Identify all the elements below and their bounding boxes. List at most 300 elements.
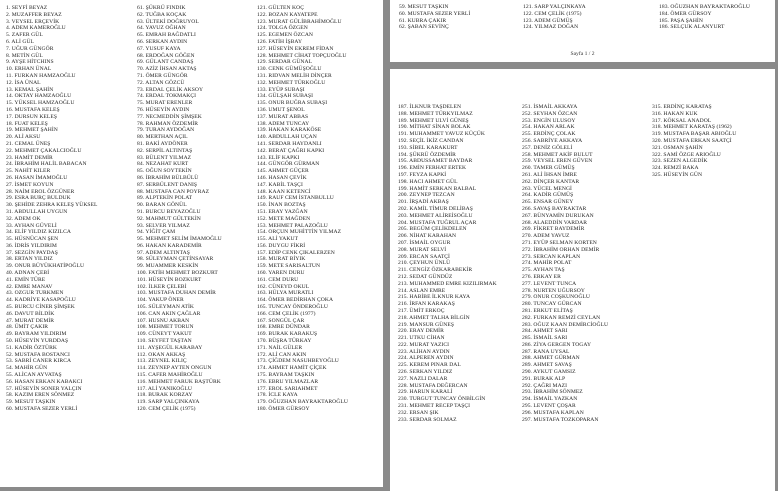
list-item: 83. BÜLENT YILMAZ xyxy=(137,154,192,161)
list-item: 285. İSMAİL SARI xyxy=(522,335,568,342)
list-item: 259. VEYSEL EREN GÜVEN xyxy=(522,158,593,165)
list-item: 220. ERAY DEMİR xyxy=(398,328,444,335)
list-item: 86. İBRAHİM BÜLBÜLÜ xyxy=(137,174,199,181)
list-item: 82. SERPİL ALTINTAŞ xyxy=(137,147,193,154)
list-item: 77. NECMEDDİN ŞİMŞEK xyxy=(137,113,202,120)
list-item: 45. BURCU CİNER ŞİMŞEK xyxy=(6,304,75,311)
list-item: 218. AHMET TALHA BİLGİN xyxy=(398,314,470,321)
list-item: 211. CENGİZ ÖZKARABEKİR xyxy=(398,267,473,274)
list-item: 28. NAİM EROL ÖZGÜNER xyxy=(6,188,75,195)
list-item: 137. MURAT ABBAS xyxy=(257,113,309,120)
list-item: 265. ENSAR GÜNEY xyxy=(522,199,574,206)
list-item: 6. ALİ GÜL xyxy=(6,38,34,45)
list-item: 185. PAŞA ŞAHİN xyxy=(659,17,703,24)
list-item: 194. ŞÜKRÜ ÖZDEMİR xyxy=(398,151,456,158)
list-item: 231. MEHMET RECEP TAŞÇI xyxy=(398,403,471,410)
list-item: 70. AZİZ İHSAN AKTAŞ xyxy=(137,66,197,73)
list-item: 100. FATİH MEHMET BOZKURT xyxy=(137,270,218,277)
list-item: 280. TUNCAY GÜRCAN xyxy=(522,301,582,308)
list-item: 166. CEM ÇELİK (1977) xyxy=(257,310,316,317)
list-item: 232. ERSAN ŞIK xyxy=(398,409,439,416)
list-item: 57. HÜSEYİN SONER YALÇIN xyxy=(6,385,82,392)
name-list-column-1 xyxy=(398,104,497,423)
list-item: 121. SARP YALÇINKAYA xyxy=(523,4,586,10)
list-item: 293. İBRAHİM SÖNMEZ xyxy=(522,389,583,396)
list-item: 155. ALİ YAKUT xyxy=(257,236,299,243)
list-item: 230. TURGUT TUNCAY ÖNBİLGİN xyxy=(398,396,486,403)
list-item: 29. ESRA BURÇ BULDUK xyxy=(6,195,71,202)
list-item: 177. EROL SARIAHMET xyxy=(257,385,318,392)
list-item: 62. ŞABAN SEVİNÇ xyxy=(399,24,449,31)
list-item: 264. KADİR GÜMÜŞ xyxy=(522,192,574,199)
name-list-column-1 xyxy=(399,4,470,31)
list-item: 215. HABİBE İLKNUR KAYA xyxy=(398,294,471,301)
list-item: 141. SERDAR HAYDANLI xyxy=(257,140,322,147)
list-item: 134. GÜLŞAH SUBAŞI xyxy=(257,93,314,100)
list-item: 224. ALPEREN AYDIN xyxy=(398,355,454,362)
list-item: 63. ÜLTEKİ DOĞRUYOL xyxy=(137,18,199,25)
list-item: 212. SEDAT GÜNDÜZ xyxy=(398,273,453,280)
list-item: 25. NAHİT KILER xyxy=(6,168,51,175)
list-item: 173. ÇİĞDEM NASUHBEYOĞLU xyxy=(257,358,339,365)
list-item: 206. NİHAT KARAHAN xyxy=(398,233,457,240)
list-item: 94. YİĞİT ÇAM xyxy=(137,229,176,236)
list-item: 84. NEZAHAT KURT xyxy=(137,161,189,168)
list-item: 261. ALİ İHSAN İMRE xyxy=(522,171,578,178)
list-item: 143. ELİF KAPKI xyxy=(257,154,300,161)
list-item: 154. ORÇUN MUHİTTİN YILMAZ xyxy=(257,229,342,236)
list-item: 189. MEHMET ULVİ GÜNEŞ xyxy=(398,117,469,124)
name-list-column-2 xyxy=(523,4,586,31)
list-item: 18. FUAT KELEŞ xyxy=(6,120,48,127)
list-item: 49. BAYRAM YILDIRIM xyxy=(6,331,67,338)
list-item: 103. MUSTAFA DUHAN DEMİR xyxy=(137,290,216,297)
list-item: 323. SEZEN ALGEDİK xyxy=(652,158,708,165)
list-item: 97. ADEM ALTINTAŞ xyxy=(137,249,190,256)
list-item: 233. SERDAR SOLMAZ xyxy=(398,416,457,423)
list-item: 315. ERDİNÇ KARATAŞ xyxy=(652,104,712,110)
list-item: 56. HASAN ERKAN KABAKCI xyxy=(6,378,83,385)
document-page-right xyxy=(390,69,775,491)
list-item: 184. ÖMER GÜRSOY xyxy=(659,10,712,17)
list-item: 179. OĞUZHAN BAYRAKTAROĞLU xyxy=(257,399,348,406)
list-item: 287. RANA UYSAL xyxy=(522,348,570,355)
list-item: 295. LEVENT ÇOŞAR xyxy=(522,403,576,410)
list-item: 169. BURAK KARAKUŞ xyxy=(257,331,318,338)
list-item: 205. BEGÜM ÇELİKDELEN xyxy=(398,226,467,233)
list-item: 271. EYÜP SELMAN KORTEN xyxy=(522,239,597,246)
list-item: 108. MEHMET TORUN xyxy=(137,324,194,331)
list-item: 202. KAMİL TİMUR DELİBAŞ xyxy=(398,205,473,212)
list-item: 76. HÜSEYİN AYDIN xyxy=(137,106,190,113)
list-item: 31. ABDULLAH UYGUN xyxy=(6,208,68,215)
list-item: 140. ABDULLAH UÇAN xyxy=(257,134,317,141)
list-item: 272. İBRAHİM ORHAN DEMİR xyxy=(522,246,600,253)
list-item: 187. İLKNUR TAŞDELEN xyxy=(398,104,462,110)
list-item: 290. AYKUT GAMSIZ xyxy=(522,369,576,376)
list-item: 158. MURAT BİYIK xyxy=(257,256,306,263)
list-item: 12. İSA ÜNAL xyxy=(6,79,41,86)
list-item: 69. GÜLANT CANDAŞ xyxy=(137,59,194,66)
list-item: 183. OĞUZHAN BAYRAKTAROĞLU xyxy=(659,4,750,10)
list-item: 107. HUSNU AKBAN xyxy=(137,317,190,324)
list-item: 277. LEVENT TUNCA xyxy=(522,280,577,287)
list-item: 144. GÜNGÖR GÜRMAN xyxy=(257,161,320,168)
list-item: 27. İSMET KOYUN xyxy=(6,181,54,188)
list-item: 91. BURCU BEYAZOĞLU xyxy=(137,208,201,215)
list-item: 87. SERBÜLENT DANIŞ xyxy=(137,181,198,188)
list-item: 217. ÜMİT ERKOÇ xyxy=(398,307,445,314)
list-item: 112. OKAN AKKAŞ xyxy=(137,351,186,358)
name-list-column-3 xyxy=(652,104,736,179)
list-item: 254. HAKAN ARLAK xyxy=(522,124,575,131)
list-item: 201. İRŞADİ AKBAŞ xyxy=(398,199,449,206)
list-item: 98. SÜLEYMAN ÇETİNSAYAR xyxy=(137,256,214,263)
list-item: 222. MURAT YAZICI xyxy=(398,341,450,348)
list-item: 176. EBRU YILMAZLAR xyxy=(257,378,319,385)
list-item: 197. FEYZA KAPKİ xyxy=(398,171,447,178)
list-item: 318. MEHMET KARATAŞ (1962) xyxy=(652,124,732,131)
list-item: 122. CEM ÇELİK (1975) xyxy=(523,10,582,17)
list-item: 4. ADEM KAMEROĞLU xyxy=(6,25,66,32)
list-item: 284. AHMET SARI xyxy=(522,328,568,335)
list-item: 1. SEYFİ BEYAZ xyxy=(6,5,48,11)
list-item: 126. FATİH İŞBAY xyxy=(257,38,303,45)
list-item: 33. AYHAN GÜVELİ xyxy=(6,222,57,229)
list-item: 132. MEHMET TÜRKOĞLU xyxy=(257,79,326,86)
list-item: 325. HÜSEYİN GÜN xyxy=(652,171,703,178)
list-item: 163. HÜLYA MURATLI xyxy=(257,290,314,297)
list-item: 52. MUSTAFA BOSTANCI xyxy=(6,351,70,358)
list-item: 54. MAHİR GÜN xyxy=(6,365,48,372)
list-item: 60. MUSTAFA SEZER YERLİ xyxy=(399,10,471,17)
list-item: 123. MURAT GÜLİBRAHİMOĞLU xyxy=(257,18,342,25)
list-item: 164. ÖMER BEDİRHAN ÇOKA xyxy=(257,297,334,304)
list-item: 124. YILMAZ DOĞAN xyxy=(523,24,579,31)
list-item: 35. HÜSNÜCAN ŞEN xyxy=(6,236,59,243)
list-item: 255. ERDİNÇ ÇOLAK xyxy=(522,131,576,138)
list-item: 253. ENGİN ULUSOY xyxy=(522,117,576,124)
list-item: 150. İNAN BOZTAŞ xyxy=(257,202,306,209)
list-item: 73. ERDAL ÇELİK AKSOY xyxy=(137,86,204,93)
name-list-column-2 xyxy=(137,5,222,413)
list-item: 151. ERAY YAZĞAN xyxy=(257,208,308,215)
list-item: 51. KADİR ÖZTÜRK xyxy=(6,344,57,351)
list-item: 39. ONUR BÜYÜKHATİPOĞLU xyxy=(6,263,85,270)
list-item: 106. CAN AKIN ÇAĞLAR xyxy=(137,310,201,317)
list-item: 68. ERDOĞAN GÖĞEN xyxy=(137,52,195,59)
list-item: 207. İSMAİL OYGUR xyxy=(398,239,451,246)
list-item: 102. İLKER ÇELEBİ xyxy=(137,283,187,290)
list-item: 288. AHMET GÜRMAN xyxy=(522,355,580,362)
list-item: 34. ELİF YILDIZ KIZILCA xyxy=(6,229,71,236)
list-item: 191. MUHAMMET YAVUZ KÜÇÜK xyxy=(398,131,485,138)
list-item: 21. CEMAL ÜNEŞ xyxy=(6,140,51,147)
list-item: 59. MESUT TAŞKIN xyxy=(6,399,56,406)
list-item: 210. ÇEYHUN ÜNLÜ xyxy=(398,260,451,267)
list-item: 113. ZEYNEL KILIÇ xyxy=(137,358,187,365)
list-item: 125. EGEMEN ÖZCAN xyxy=(257,32,314,39)
name-list-column-1 xyxy=(6,5,98,413)
list-item: 156. DUYGU FİKRİ xyxy=(257,242,306,249)
list-item: 23. HAMİT DEMİR xyxy=(6,154,53,161)
list-item: 30. ŞEHİDE ZEHRA KELEŞ YÜKSEL xyxy=(6,202,98,209)
list-item: 192. SEÇİL İKİZ CANDAN xyxy=(398,137,464,144)
list-item: 79. TURAN AYDOĞAN xyxy=(137,127,195,134)
list-item: 118. BURAK KORZAY xyxy=(137,392,193,399)
list-item: 61. ŞÜKRÜ FINDIK xyxy=(137,5,186,11)
list-item: 167. SONGÜL ÇAR xyxy=(257,317,305,324)
list-item: 175. BAYRAM TAŞKIN xyxy=(257,372,315,379)
list-item: 89. ALPTEKİN POLAT xyxy=(137,195,193,202)
list-item: 178. İCLE KAYA xyxy=(257,392,298,399)
list-item: 96. HAKAN KARADEMİR xyxy=(137,242,202,249)
list-item: 221. UTKU CİHAN xyxy=(398,335,445,342)
list-item: 50. HÜSEYİN YURDDAŞ xyxy=(6,338,69,345)
list-item: 294. İSMAİL YAZKAN xyxy=(522,396,578,403)
list-item: 13. KEMAL ŞAHİN xyxy=(6,86,54,93)
list-item: 80. MERTHAN AÇIL xyxy=(137,134,188,141)
list-item: 193. SİBEL KARAKURT xyxy=(398,144,458,151)
list-item: 209. ERCAN SAATÇİ xyxy=(398,253,450,260)
list-item: 223. ALİHAN AYDIN xyxy=(398,348,450,355)
list-item: 279. ONUR COŞKUNOĞLU xyxy=(522,294,590,301)
list-item: 153. MEHMET PALAZOĞLU xyxy=(257,222,328,229)
list-item: 252. SEYHAN ÖZCAN xyxy=(522,110,578,117)
list-item: 226. SERKAN YILDIZ xyxy=(398,369,453,376)
list-item: 15. YÜKSEL HAMZAOĞLU xyxy=(6,100,75,107)
list-item: 324. REMZİ BAKA xyxy=(652,165,699,172)
list-item: 320. MUSTAFA ERKAN SAATÇİ xyxy=(652,137,732,144)
list-item: 81. BAKİ AYDÖNER xyxy=(137,140,188,147)
list-item: 198. HACI AHMET GÜL xyxy=(398,178,458,185)
list-item: 22. MEHMET ÇAKALCIOĞLU xyxy=(6,147,82,154)
list-item: 216. İRFAN KARAKAŞ xyxy=(398,301,455,308)
list-item: 157. EDİP CENK ÇIKALERZEN xyxy=(257,249,335,256)
list-item: 78. RAHMAN ÖZDEMİR xyxy=(137,120,199,127)
list-item: 92. MAHMUT GÜLTEKİN xyxy=(137,215,201,222)
list-item: 53. SABRİ CANER KIRCA xyxy=(6,358,72,365)
list-item: 123. ADEM GÜMÜŞ xyxy=(523,17,573,24)
list-item: 24. İBRAHİM HALİL BABACAN xyxy=(6,161,87,168)
list-item: 90. BARAN GÖNÜL xyxy=(137,202,187,209)
list-item: 289. AHMET SAVAŞ xyxy=(522,362,572,369)
list-item: 95. MEHMET SELİM İMAMOĞLU xyxy=(137,236,222,243)
list-item: 8. METİN GÜL xyxy=(6,52,43,59)
list-item: 139. HAKAN KARAKÖSE xyxy=(257,127,322,134)
list-item: 44. KADRİYE KASAPOĞLU xyxy=(6,297,76,304)
list-item: 257. DENİZ GÖLELİ xyxy=(522,144,573,151)
list-item: 62. TUĞBA KOÇAK xyxy=(137,11,187,18)
name-list-column-2 xyxy=(522,104,608,423)
list-item: 269. FİKRET BAYDEMİR xyxy=(522,226,585,233)
list-item: 200. ZEYNEP TEZCAN xyxy=(398,192,455,199)
list-item: 174. AHMET HAMİT ÇİÇEK xyxy=(257,365,327,372)
list-item: 61. KUBRA ÇAKIR xyxy=(399,17,447,24)
list-item: 19. MEHMET ŞAHİN xyxy=(6,127,58,134)
list-item: 146. HASAN ÇEVİK xyxy=(257,174,307,181)
list-item: 129. SERDAR GÜNAL xyxy=(257,59,313,66)
list-item: 165. TUNCAY ÖNDEROĞLU xyxy=(257,304,328,311)
list-item: 273. SERCAN KAPLAN xyxy=(522,253,581,260)
list-item: 186. SELÇUK ALANYURT xyxy=(659,24,725,31)
list-item: 270. ADEM YAVUZ xyxy=(522,233,570,240)
list-item: 136. UMUT ŞENOL xyxy=(257,106,305,113)
list-item: 42. EMRE MANAV xyxy=(6,283,53,290)
list-item: 48. ÜMİT ÇAKIR xyxy=(6,324,49,331)
list-item: 74. ERDAL TOKMAKÇI xyxy=(137,93,197,100)
list-item: 67. YUSUF KAYA xyxy=(137,45,181,52)
list-item: 43. OZGUR TURKMEN xyxy=(6,290,64,297)
list-item: 278. NURTEN UĞURSOY xyxy=(522,287,585,294)
list-item: 190. MİTHAT SİNAN BOLAK xyxy=(398,124,471,131)
list-item: 46. DAVUT BİLDİK xyxy=(6,310,55,317)
list-item: 11. FURKAN HAMZAOĞLU xyxy=(6,72,76,79)
list-item: 214. ASLAN EMRE xyxy=(398,287,446,294)
list-item: 142. BERAT ÇAĞRI KAPKI xyxy=(257,147,325,154)
document-page-right-top xyxy=(390,0,775,62)
list-item: 72. ALTAN GÖZCÜ xyxy=(137,79,185,86)
list-item: 283. OĞUZ KAAN DEMİRCİOĞLU xyxy=(522,321,609,328)
list-item: 196. EMİN FERHAT ERTEK xyxy=(398,165,467,172)
list-item: 17. DURSUN KELEŞ xyxy=(6,113,57,120)
list-item: 101. HÜSEYİN BOZKURT xyxy=(137,276,202,283)
list-item: 110. SEYFET TAŞTAN xyxy=(137,338,192,345)
list-item: 138. ADEM TUNCAY xyxy=(257,120,310,127)
list-item: 16. MUSTAFA KELEŞ xyxy=(6,106,60,113)
list-item: 41. EMİN TÜRE xyxy=(6,276,46,283)
list-item: 40. ADNAN ÇEBİ xyxy=(6,270,50,277)
list-item: 281. ERKUT ELİTAŞ xyxy=(522,307,573,314)
list-item: 316. HAKAN KUK xyxy=(652,110,698,117)
list-item: 59. MESUT TAŞKIN xyxy=(399,4,449,10)
list-item: 64. YAVUZ OĞHAN xyxy=(137,25,186,32)
list-item: 260. TAMER GÜMÜŞ xyxy=(522,165,575,172)
list-item: 148. KAAN KETENCİ xyxy=(257,188,311,195)
list-item: 7. UĞUR GÜNGÖR xyxy=(6,45,54,52)
list-item: 282. FURKAN REMZİ CEYLAN xyxy=(522,314,601,321)
list-item: 286. ZİYA GERGEN TOGAY xyxy=(522,341,592,348)
list-item: 147. KABİL TAŞÇI xyxy=(257,181,303,188)
list-item: 276. ERKAY ER xyxy=(522,273,561,280)
list-item: 262. DİNÇER KANTAR xyxy=(522,178,580,185)
list-item: 251. İSMAİL AKKAYA xyxy=(522,104,578,110)
list-item: 267. BÜNYAMİN DURUKAN xyxy=(522,212,594,219)
list-item: 66. SERKAN AYDIN xyxy=(137,38,188,45)
list-item: 213. MUHAMMED EMRE KIZILIRMAK xyxy=(398,280,497,287)
list-item: 225. KEREM PINAR DAL xyxy=(398,362,461,369)
list-item: 256. SABRİYE AKKAYA xyxy=(522,137,583,144)
list-item: 36. İDRİS YILDIRIM xyxy=(6,242,57,249)
list-item: 88. MUSTAFA CAN POYRAZ xyxy=(137,188,210,195)
list-item: 121. GÜLTEN KOÇ xyxy=(257,5,305,11)
list-item: 219. MANSUR GÜNEŞ xyxy=(398,321,455,328)
list-item: 71. ÖMER GÜNGÖR xyxy=(137,72,188,79)
list-item: 93. SELVER YILMAZ xyxy=(137,222,190,229)
list-item: 114. ZEYNEP AYTEN ONGUN xyxy=(137,365,212,372)
list-item: 111. AYŞEGÜL KARABAY xyxy=(137,344,203,351)
list-item: 47. MURAT DEMİR xyxy=(6,317,55,324)
list-item: 37. SEZGİN PAYDAŞ xyxy=(6,249,58,256)
list-item: 199. HAMİT SERKAN BALBAL xyxy=(398,185,477,192)
page-number: Sayfa 1 / 2 xyxy=(570,51,595,57)
list-item: 180. ÖMER GÜRSOY xyxy=(257,406,310,413)
list-item: 319. MUSTAFA BAŞAR ABIOĞLU xyxy=(652,131,737,138)
list-item: 322. SAMİ ÖZGE ARIOĞLU xyxy=(652,151,721,158)
list-item: 229. HARUN KARALİ xyxy=(398,389,453,396)
list-item: 10. ERHAN ÜNAL xyxy=(6,66,52,73)
list-item: 60. MUSTAFA SEZER YERLİ xyxy=(6,406,78,413)
list-item: 14. OKTAY HAMZAOĞLU xyxy=(6,93,72,100)
list-item: 162. CÜNEYD OKUL xyxy=(257,283,310,290)
list-item: 168. EMRE DÜNDAR xyxy=(257,324,310,331)
list-item: 188. MEHMET TÜRKYILMAZ xyxy=(398,110,473,117)
list-item: 120. CEM ÇELİK (1975) xyxy=(137,406,196,413)
list-item: 208. MURAT SELVİ xyxy=(398,246,447,253)
list-item: 38. ERTAN YILDIZ xyxy=(6,256,53,263)
list-item: 296. MUSTAFA KAPLAN xyxy=(522,409,584,416)
list-item: 203. MEHMET ALİREİSOĞLU xyxy=(398,212,473,219)
list-item: 149. RAUF CEM İSTANBULLU xyxy=(257,195,334,202)
name-list-column-3 xyxy=(257,5,348,413)
list-item: 26. HASAN İMAMOĞLU xyxy=(6,174,68,181)
list-item: 5. ZAFER GÜL xyxy=(6,32,43,39)
list-item: 145. AHMET GÜÇER xyxy=(257,168,309,175)
list-item: 20. ALİ AKSU xyxy=(6,134,41,141)
list-item: 321. OSMAN ŞAHİN xyxy=(652,144,703,151)
list-item: 170. BÜŞRA TÜRKAY xyxy=(257,338,312,345)
list-item: 117. ALİ YANIKOĞLU xyxy=(137,385,193,392)
list-item: 152. METE MAĞDEN xyxy=(257,215,311,222)
list-item: 2. MUZAFFER BEYAZ xyxy=(6,11,62,18)
list-item: 119. SARP YALÇINKAYA xyxy=(137,399,200,406)
list-item: 171. NAİL GÜLER xyxy=(257,344,303,351)
list-item: 258. MEHMET AKİF BULUT xyxy=(522,151,593,158)
list-item: 227. NAZLI DALAR xyxy=(398,375,448,382)
list-item: 104. YAKUP ÖNER xyxy=(137,297,184,304)
list-item: 292. ÇAĞRI MAZI xyxy=(522,382,568,389)
list-item: 127. HÜSEYİN EKREM FİDAN xyxy=(257,45,334,52)
list-item: 172. ALİ CAN AKIN xyxy=(257,351,307,358)
name-list-column-3 xyxy=(659,4,750,31)
list-item: 99. MUAMMER KESKİN xyxy=(137,263,199,270)
list-item: 268. ALAEDDİN VARDAR xyxy=(522,219,587,226)
list-item: 297. MUSTAFA TOZKOPARAN xyxy=(522,416,599,423)
list-item: 122. BOZAN KAYATEPE xyxy=(257,11,318,18)
list-item: 128. MEHMET CİHAT TOPÇUOĞLU xyxy=(257,52,347,59)
list-item: 75. MURAT ERENLER xyxy=(137,100,193,107)
list-item: 32. ADEM OK xyxy=(6,215,41,222)
list-item: 58. KAZIM EREN SÖNMEZ xyxy=(6,392,75,399)
list-item: 160. YAREN DURU xyxy=(257,270,305,277)
list-item: 130. CENK GÜMÜŞOĞLU xyxy=(257,66,322,73)
list-item: 317. KÖKSAL ANADOL xyxy=(652,117,712,124)
list-item: 109. CÜNEYT YAKUT xyxy=(137,331,192,338)
list-item: 263. YÜCEL MENGİ xyxy=(522,185,572,192)
list-item: 85. OĞUN SOYTEKİN xyxy=(137,168,192,175)
list-item: 228. MUSTAFA DEĞERCAN xyxy=(398,382,468,389)
list-item: 3. VEYSEL ERÇEVİK xyxy=(6,18,60,25)
list-item: 115. CAFER MAHİROĞLU xyxy=(137,372,203,379)
list-item: 133. EYÜP SUBAŞI xyxy=(257,86,305,93)
list-item: 274. MAHİR POLAT xyxy=(522,260,572,267)
list-item: 135. ONUR BUĞRA SUBAŞI xyxy=(257,100,328,107)
list-item: 204. MUSTAFA TUĞRUL AÇAR xyxy=(398,219,477,226)
list-item: 65. EMRAH BAĞDATLI xyxy=(137,32,196,39)
list-item: 195. ABDUSSAMET BAYDAR xyxy=(398,158,473,165)
list-item: 116. MEHMET FARUK BAŞTÜRK xyxy=(137,378,221,385)
list-item: 266. SAVAŞ BAYRAKTAR xyxy=(522,205,587,212)
